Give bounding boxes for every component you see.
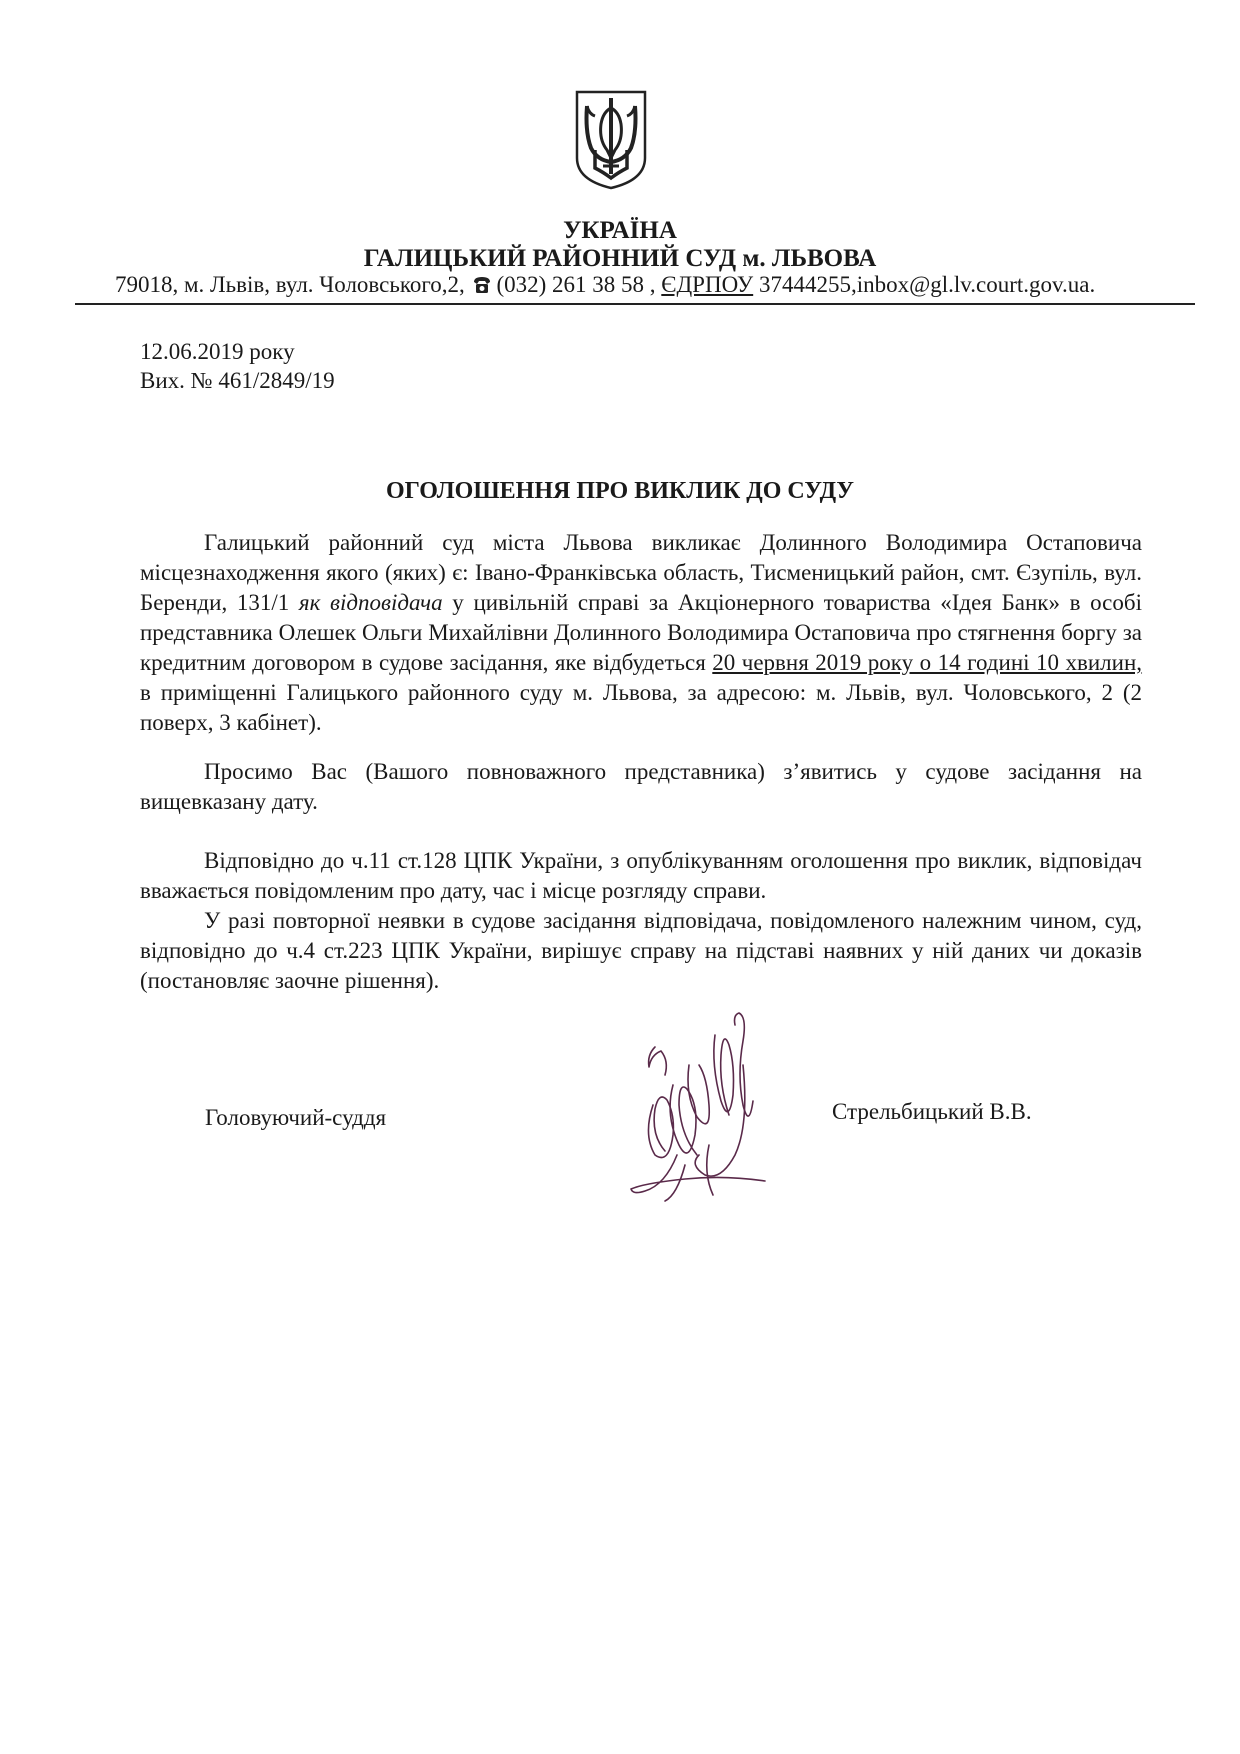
presiding-judge-title: Головуючий-суддя	[205, 1105, 387, 1130]
summons-text-part: в приміщенні Галицького районного суду м. Львова, за адресою: м. Львів, вул. Чоловського, 2 (2 поверх, 3 кабінет).	[140, 680, 1142, 735]
notification-text: Відповідно до ч.11 ст.128 ЦПК України, з опублікуванням оголошення про виклик, відповідач вважається повідомленим про дату, час і місце розгляду справи.	[140, 848, 1142, 903]
trident-emblem-icon	[573, 88, 649, 192]
court-address-line	[115, 270, 1195, 300]
address-phone: (032) 261 38 58 ,	[496, 272, 662, 297]
handwritten-signature	[625, 1005, 775, 1210]
address-street: 79018, м. Львів, вул. Чоловського,2,	[115, 272, 471, 297]
document-title: ОГОЛОШЕННЯ ПРО ВИКЛИК ДО СУДУ	[385, 478, 855, 504]
court-name: ГАЛИЦЬКИЙ РАЙОННИЙ СУД м. ЛЬВОВА	[363, 245, 877, 272]
default-judgment-text: У разі повторної неявки в судове засідання відповідача, повідомленого належним чином, суд, відповідно до ч.4 ст.223 ЦПК України, вирішує справу на підставі наявних у ній даних чи доказів (постановляє заочне рішення).	[140, 908, 1142, 993]
summons-text-part: у цивільній справі за Акціонерного товариства «Ідея Банк» в особі представника Олешек Ольги Михайлівни Долинного Володимира Остаповича про стягнення боргу за кредитним договором в судове засідання, яке відбудеться	[140, 590, 1142, 675]
telephone-icon	[472, 276, 492, 294]
request-paragraph	[140, 757, 1142, 817]
notification-paragraph	[140, 846, 1142, 906]
document-date: 12.06.2019 року	[140, 339, 295, 364]
judge-name: Стрельбицький В.В.	[832, 1099, 1032, 1124]
address-code-email: 37444255,inbox@gl.lv.court.gov.ua.	[753, 272, 1096, 297]
outgoing-number: Вих. № 461/2849/19	[140, 368, 335, 393]
defendant-role: як відповідача	[298, 590, 443, 615]
edrpou-label: ЄДРПОУ	[661, 272, 754, 297]
summons-text-part: Галицький районний суд міста Львова викликає Долинного Володимира Остаповича місцезнаходження якого (яких) є: Івано-Франківська область, Тисменицький район, смт. Єзупіль, вул. Беренди, 131/1	[140, 530, 1142, 615]
summons-paragraph	[140, 528, 1142, 738]
header-divider	[75, 303, 1195, 305]
request-text: Просимо Вас (Вашого повноважного представника) з’явитись у судове засідання на вищевказану дату.	[140, 759, 1142, 814]
default-judgment-paragraph	[140, 906, 1142, 996]
country-name: УКРАЇНА	[563, 217, 677, 244]
hearing-datetime: 20 червня 2019 року о 14 годині 10 хвилин,	[712, 650, 1143, 675]
